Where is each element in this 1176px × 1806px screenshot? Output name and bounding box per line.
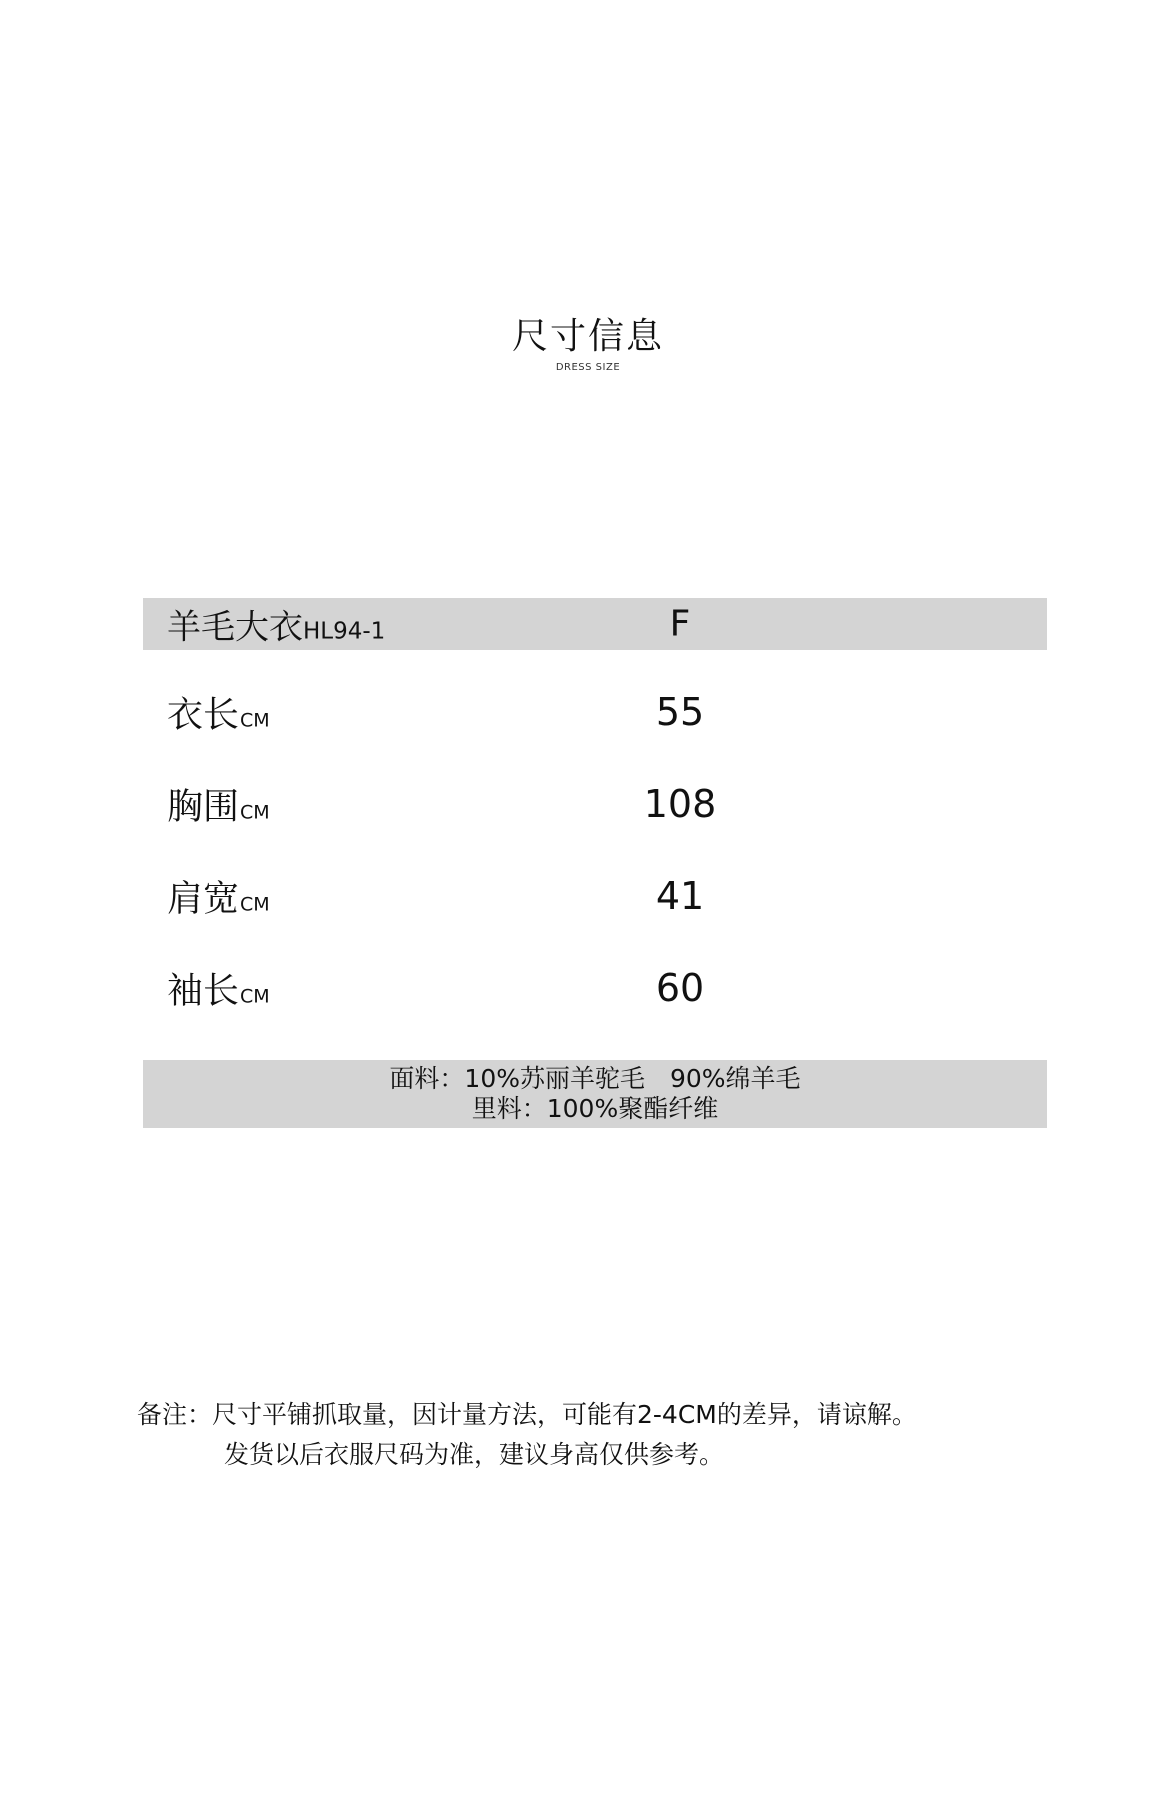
table-header-row [143, 598, 1047, 650]
measure-unit: CM [240, 801, 270, 824]
measure-unit: CM [240, 893, 270, 916]
measure-unit: CM [240, 985, 270, 1008]
table-row [143, 682, 1047, 742]
row-label [167, 779, 270, 830]
fabric-info [143, 1060, 1047, 1128]
size-label: F [669, 603, 691, 645]
row-label [167, 871, 270, 922]
row-label [167, 963, 270, 1014]
measure-name: 衣长 [167, 694, 240, 736]
note-line-1: 备注：尺寸平铺抓取量，因计量方法，可能有2-4CM的差异，请谅解。 [137, 1400, 917, 1429]
fabric-lining: 里料：100%聚酯纤维 [471, 1094, 719, 1123]
page-title: 尺寸信息 [511, 316, 664, 357]
table-row [143, 774, 1047, 834]
measure-name: 袖长 [167, 970, 240, 1012]
measure-name: 胸围 [167, 786, 240, 828]
product-name: 羊毛大衣 [167, 607, 303, 648]
product-name-label [167, 600, 385, 649]
product-code: HL94-1 [303, 618, 386, 645]
row-value: 41 [655, 874, 705, 918]
row-value: 55 [655, 690, 705, 734]
fabric-shell: 面料：10%苏丽羊驼毛 90%绵羊毛 [389, 1064, 801, 1093]
row-label [167, 687, 270, 738]
measure-unit: CM [240, 709, 270, 732]
page-subtitle: DRESS SIZE [555, 362, 621, 373]
table-row [143, 958, 1047, 1018]
measure-name: 肩宽 [167, 878, 240, 920]
row-value: 108 [643, 782, 717, 826]
notes [137, 1395, 1097, 1475]
table-row [143, 866, 1047, 926]
note-line-2: 发货以后衣服尺码为准，建议身高仅供参考。 [224, 1440, 725, 1469]
row-value: 60 [655, 966, 705, 1010]
